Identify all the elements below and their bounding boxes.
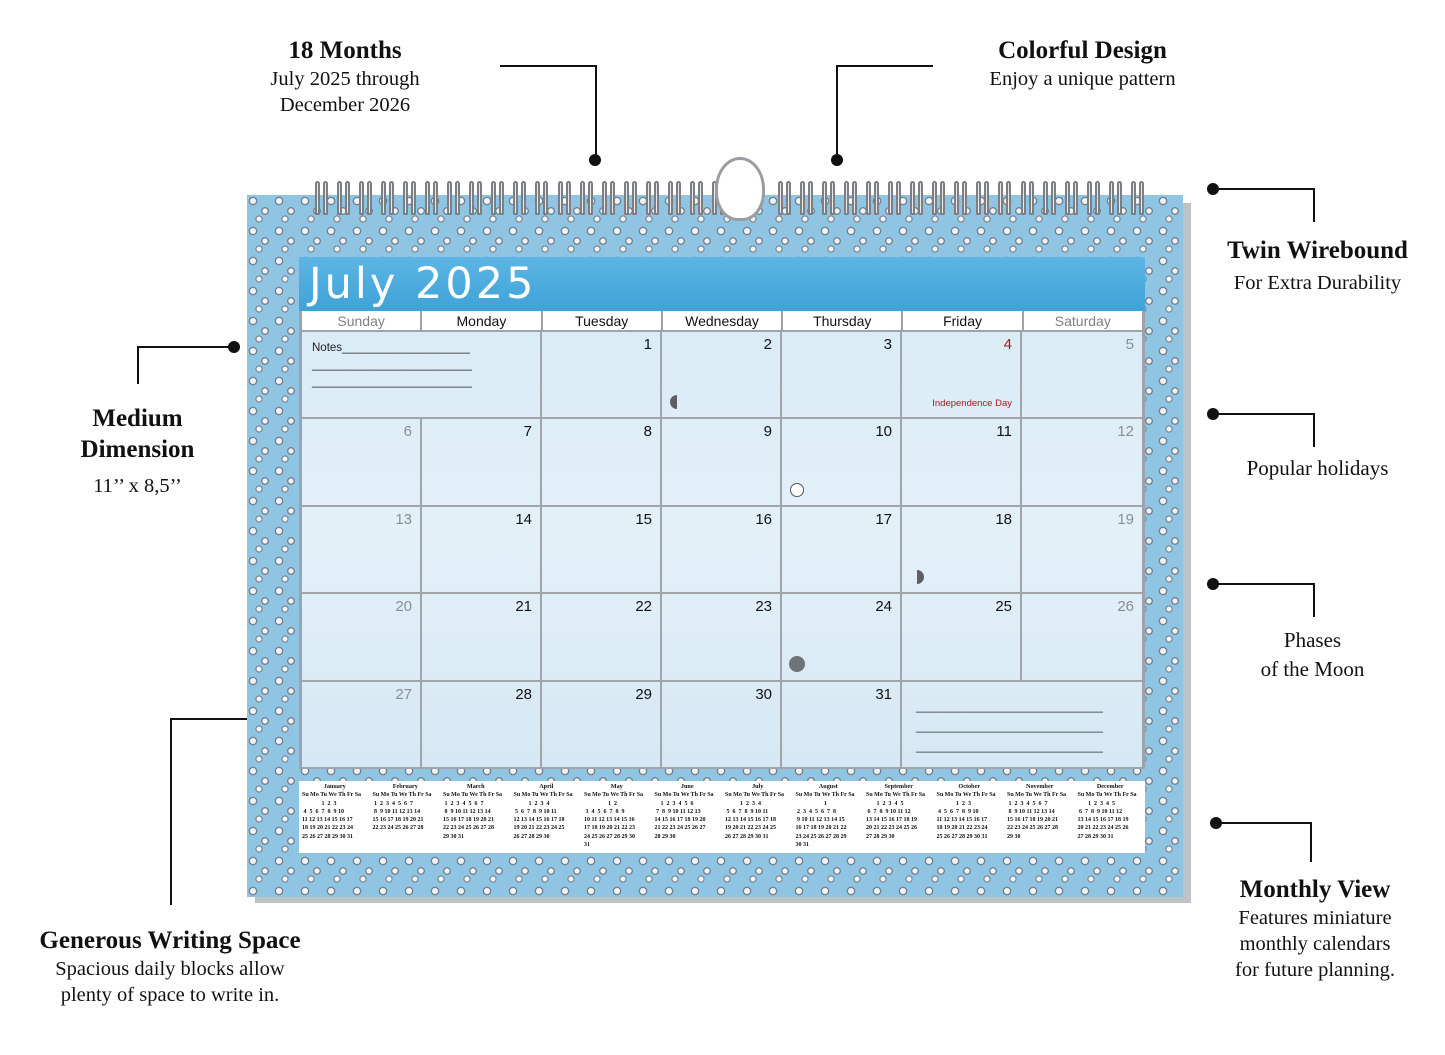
calendar-page (247, 195, 1183, 897)
mini-week-row: 19 20 21 22 23 24 25 (725, 825, 776, 832)
day-cell[interactable] (542, 507, 662, 594)
mini-month-name: July (752, 783, 764, 790)
mini-week-row: 17 18 19 20 21 22 23 (584, 825, 635, 832)
month-title: July 2025 (309, 259, 537, 309)
mini-week-row: 1 2 3 4 (725, 800, 761, 807)
leader-dot (589, 154, 601, 166)
mini-month-september (863, 781, 934, 853)
mini-month-february (370, 781, 441, 853)
mini-weekdays: Su Mo Tu We Th Fr Sa (443, 792, 503, 799)
month-header (299, 257, 1145, 311)
day-cell[interactable] (302, 594, 422, 681)
day-number: 19 (1117, 510, 1134, 528)
day-cell[interactable] (902, 419, 1022, 506)
callout-line: Popular holidays (1246, 456, 1389, 480)
wire-loop (315, 181, 329, 215)
callout-twin-wirebound (1195, 235, 1440, 296)
mini-month-july (722, 781, 793, 853)
extra-notes-lines: ____________________________ ____________________________ ____________________________ (916, 698, 1103, 753)
day-cell[interactable] (1022, 419, 1142, 506)
day-number: 1 (643, 336, 652, 353)
mini-month-name: October (958, 783, 981, 790)
day-number: 23 (755, 598, 772, 616)
wire-loop (1131, 181, 1145, 215)
mini-week-row: 8 9 10 11 12 13 14 (1007, 808, 1055, 815)
wire-loop (624, 181, 638, 215)
wire-loop (337, 181, 351, 215)
holiday-label: Independence Day (932, 398, 1012, 410)
day-cell[interactable] (542, 419, 662, 506)
wire-loop (998, 181, 1012, 215)
mini-week-row: 4 5 6 7 8 9 10 (936, 808, 979, 815)
mini-weekdays: Su Mo Tu We Th Fr Sa (513, 792, 573, 799)
wall-calendar (247, 195, 1187, 903)
mini-month-august (793, 781, 864, 853)
mini-week-row: 18 19 20 21 22 23 24 (302, 825, 353, 832)
leader-line (836, 65, 933, 162)
callout-line: for future planning. (1235, 959, 1395, 981)
mini-week-row: 1 2 3 4 5 6 7 (372, 800, 413, 807)
mini-month-april (511, 781, 582, 853)
wire-loop (359, 181, 373, 215)
mini-weekdays: Su Mo Tu We Th Fr Sa (1007, 792, 1067, 799)
mini-week-row: 10 11 12 13 14 15 16 (584, 817, 635, 824)
leader-line (1213, 413, 1315, 447)
weekday-saturday: Saturday (1054, 313, 1111, 329)
day-number: 4 (1003, 336, 1012, 353)
day-number: 15 (635, 510, 652, 528)
mini-week-row: 22 23 24 25 26 27 28 (1007, 825, 1058, 832)
callout-line: of the Moon (1260, 657, 1365, 681)
mini-week-row: 23 24 25 26 27 28 29 (795, 833, 847, 840)
mini-month-name: March (466, 783, 485, 790)
day-number: 2 (763, 336, 772, 353)
mini-month-january (299, 781, 370, 853)
mini-weekdays: Su Mo Tu We Th Fr Sa (372, 792, 432, 799)
mini-month-june (652, 781, 723, 853)
callout-line: For Extra Durability (1233, 272, 1402, 294)
mini-week-row: 22 23 24 25 26 27 28 (443, 825, 494, 832)
mini-week-row: 9 10 11 12 13 14 15 (795, 817, 845, 824)
mini-week-row: 1 2 3 (936, 800, 971, 807)
wire-loop (469, 181, 483, 215)
callout-line: Spacious daily blocks allow (55, 958, 285, 980)
day-number: 18 (995, 510, 1012, 528)
day-cell[interactable] (422, 682, 542, 769)
mini-week-row: 13 14 15 16 17 18 19 (1077, 817, 1129, 824)
day-number: 29 (635, 685, 652, 703)
day-cell[interactable] (302, 419, 422, 506)
weekday-monday: Monday (422, 311, 542, 330)
day-cell[interactable] (422, 419, 542, 506)
mini-weekdays: Su Mo Tu We Th Fr Sa (654, 792, 714, 799)
day-cell[interactable] (302, 682, 422, 769)
mini-week-row: 1 2 3 4 5 (1077, 800, 1115, 807)
mini-week-row: 26 27 28 29 30 31 (725, 833, 769, 840)
mini-week-row: 4 5 6 7 8 9 10 (302, 808, 344, 815)
moon-last-quarter-icon (910, 570, 924, 584)
wire-loop (690, 181, 704, 215)
day-cell[interactable] (902, 507, 1022, 594)
day-cell[interactable] (662, 419, 782, 506)
day-number: 25 (995, 598, 1012, 616)
wire-loop (602, 181, 616, 215)
wire-loop (646, 181, 660, 215)
day-number: 8 (643, 423, 652, 441)
callout-line: Features miniature (1238, 907, 1392, 929)
extra-notes-block[interactable] (902, 682, 1142, 769)
wire-loop (513, 181, 527, 215)
mini-week-row: 11 12 13 14 15 16 17 (936, 817, 988, 824)
wire-loop (535, 181, 549, 215)
day-number: 5 (1125, 336, 1134, 353)
mini-week-row: 27 28 29 30 31 (1077, 833, 1114, 840)
mini-week-row: 6 7 8 9 10 11 12 (1077, 808, 1123, 815)
day-cell[interactable] (422, 507, 542, 594)
mini-week-row: 30 31 (795, 842, 809, 849)
day-number: 28 (515, 685, 532, 703)
day-cell[interactable] (662, 682, 782, 769)
callout-colorful-design (950, 35, 1215, 92)
mini-week-row: 15 16 17 18 19 20 21 (443, 817, 494, 824)
callout-title: 18 Months (288, 37, 402, 64)
mini-week-row: 25 26 27 28 29 30 31 (302, 833, 353, 840)
weekday-sunday: Sunday (302, 311, 422, 330)
wire-loop (580, 181, 594, 215)
mini-week-row: 1 2 3 4 5 (866, 800, 904, 807)
mini-week-row: 3 4 5 6 7 8 9 (584, 808, 625, 815)
day-number: 6 (403, 423, 412, 441)
mini-month-november (1004, 781, 1075, 853)
moon-new-icon (789, 656, 805, 672)
wire-loop (668, 181, 682, 215)
callout-title: Dimension (80, 436, 195, 463)
day-cell[interactable] (662, 594, 782, 681)
mini-week-row: 16 17 18 19 20 21 22 (795, 825, 847, 832)
day-number: 30 (755, 685, 772, 703)
mini-weekdays: Su Mo Tu We Th Fr Sa (866, 792, 926, 799)
mini-week-row: 1 2 3 (302, 800, 337, 807)
mini-month-may (581, 781, 652, 853)
moon-full-icon (790, 483, 804, 497)
day-cell[interactable] (782, 682, 902, 769)
leader-dot (1207, 183, 1219, 195)
mini-week-row: 14 15 16 17 18 19 20 (654, 817, 706, 824)
mini-month-name: September (884, 783, 914, 790)
callout-line: Phases (1283, 628, 1342, 652)
wire-loop (403, 181, 417, 215)
day-number: 11 (996, 423, 1012, 441)
mini-week-row: 13 14 15 16 17 18 19 (866, 817, 917, 824)
mini-week-row: 1 2 (584, 800, 617, 807)
day-number: 27 (395, 685, 412, 703)
mini-week-row: 2 3 4 5 6 7 8 (795, 808, 836, 815)
mini-month-december (1075, 781, 1146, 853)
weekday-header (302, 311, 1142, 332)
day-cell[interactable] (782, 332, 902, 419)
mini-calendars (299, 781, 1145, 853)
mini-week-row: 18 19 20 21 22 23 24 (936, 825, 988, 832)
mini-week-row: 5 6 7 8 9 10 11 (513, 808, 557, 815)
mini-month-name: June (680, 783, 694, 790)
day-number: 9 (763, 423, 772, 441)
leader-dot (228, 341, 240, 353)
mini-month-name: May (610, 783, 623, 790)
mini-week-row: 5 6 7 8 9 10 11 (725, 808, 769, 815)
wire-loop (822, 181, 836, 215)
leader-dot (1207, 408, 1219, 420)
leader-dot (1207, 578, 1219, 590)
day-cell[interactable] (542, 594, 662, 681)
callout-title: Monthly View (1239, 876, 1391, 903)
day-number: 13 (395, 510, 412, 528)
mini-month-october (934, 781, 1005, 853)
wire-loop (910, 181, 924, 215)
wire-loop (1021, 181, 1035, 215)
mini-week-row: 31 (584, 842, 590, 849)
mini-month-name: December (1096, 783, 1124, 790)
moon-first-quarter-icon (670, 395, 684, 409)
wire-loop (1043, 181, 1057, 215)
leader-line (1213, 188, 1315, 222)
day-number: 24 (875, 598, 892, 616)
mini-month-name: November (1026, 783, 1054, 790)
callout-line: July 2025 through (270, 68, 420, 90)
day-number: 26 (1117, 598, 1134, 616)
day-cell[interactable] (782, 594, 902, 681)
callout-line: monthly calendars (1239, 933, 1391, 955)
day-cell[interactable] (902, 332, 1022, 419)
mini-weekdays: Su Mo Tu We Th Fr Sa (584, 792, 644, 799)
mini-week-row: 12 13 14 15 16 17 18 (725, 817, 776, 824)
mini-week-row: 15 16 17 18 19 20 21 (1007, 817, 1058, 824)
callout-monthly-view (1205, 874, 1425, 983)
wire-loop (888, 181, 902, 215)
wire-loop (976, 181, 990, 215)
day-cell[interactable] (1022, 507, 1142, 594)
day-number: 31 (875, 685, 892, 703)
day-cell[interactable] (782, 419, 902, 506)
callout-title: Medium (92, 405, 183, 432)
day-number: 22 (635, 598, 652, 616)
mini-week-row: 8 9 10 11 12 13 14 (443, 808, 491, 815)
mini-week-row: 15 16 17 18 19 20 21 (372, 817, 424, 824)
notes-block[interactable] (302, 332, 542, 419)
day-cell[interactable] (782, 507, 902, 594)
wire-loop (932, 181, 946, 215)
mini-week-row: 7 8 9 10 11 12 13 (654, 808, 701, 815)
day-number: 17 (875, 510, 892, 528)
mini-weekdays: Su Mo Tu We Th Fr Sa (936, 792, 996, 799)
wire-loop (491, 181, 505, 215)
leader-line (137, 346, 235, 384)
callout-writing-space (15, 925, 325, 1008)
callout-title: Generous Writing Space (39, 927, 301, 954)
day-cell[interactable] (422, 594, 542, 681)
day-number: 10 (875, 423, 892, 441)
mini-weekdays: Su Mo Tu We Th Fr Sa (1077, 792, 1137, 799)
wire-loop (1109, 181, 1123, 215)
leader-dot (1210, 817, 1222, 829)
day-cell[interactable] (1022, 594, 1142, 681)
day-number: 12 (1117, 423, 1134, 441)
leader-line (500, 65, 597, 162)
mini-week-row: 25 26 27 28 29 30 31 (936, 833, 988, 840)
day-cell[interactable] (302, 507, 422, 594)
leader-line (1216, 822, 1312, 862)
mini-week-row: 19 20 21 22 23 24 25 (513, 825, 565, 832)
wire-loop (954, 181, 968, 215)
day-number: 3 (883, 336, 892, 353)
day-cell[interactable] (1022, 332, 1142, 419)
wire-loop (1065, 181, 1079, 215)
callout-line: plenty of space to write in. (60, 984, 280, 1006)
mini-weekdays: Su Mo Tu We Th Fr Sa (302, 792, 362, 799)
wire-loop (800, 181, 814, 215)
day-number: 20 (395, 598, 412, 616)
mini-week-row: 1 2 3 4 (513, 800, 550, 807)
leader-dot (831, 154, 843, 166)
mini-week-row: 1 2 3 4 5 6 7 (1007, 800, 1048, 807)
mini-week-row: 28 29 30 (654, 833, 676, 840)
wire-loop (866, 181, 880, 215)
day-cell[interactable] (662, 332, 782, 419)
mini-week-row: 29 30 (1007, 833, 1021, 840)
mini-week-row: 8 9 10 11 12 13 14 (372, 808, 421, 815)
callout-line: Enjoy a unique pattern (989, 68, 1176, 90)
callout-title: Colorful Design (998, 37, 1167, 64)
day-cell[interactable] (542, 682, 662, 769)
mini-week-row: 24 25 26 27 28 29 30 (584, 833, 635, 840)
mini-month-name: January (323, 783, 346, 790)
wire-loop (447, 181, 461, 215)
mini-month-name: August (818, 783, 838, 790)
wire-loop (381, 181, 395, 215)
weekday-thursday: Thursday (783, 311, 903, 330)
mini-week-row: 22 23 24 25 26 27 28 (372, 825, 424, 832)
weekday-friday: Friday (903, 311, 1023, 330)
mini-month-name: February (392, 783, 418, 790)
day-number: 7 (523, 423, 532, 441)
mini-week-row: 20 21 22 23 24 25 26 (1077, 825, 1129, 832)
wire-loop (558, 181, 572, 215)
mini-week-row: 20 21 22 23 24 25 26 (866, 825, 917, 832)
mini-weekdays: Su Mo Tu We Th Fr Sa (725, 792, 785, 799)
day-cell[interactable] (662, 507, 782, 594)
mini-week-row: 6 7 8 9 10 11 12 (866, 808, 911, 815)
callout-medium-dimension (55, 403, 220, 499)
callout-popular-holidays (1215, 455, 1420, 481)
mini-week-row: 29 30 31 (443, 833, 464, 840)
day-cell[interactable] (902, 594, 1022, 681)
mini-week-row: 1 2 3 4 5 6 7 (443, 800, 484, 807)
hanger-hook (715, 157, 765, 221)
mini-weekdays: Su Mo Tu We Th Fr Sa (795, 792, 855, 799)
weekday-wednesday: Wednesday (663, 311, 783, 330)
notes-lines: Notes____________________ _________________________ _________________________ (312, 342, 472, 388)
mini-week-row: 1 2 3 4 5 6 (654, 800, 694, 807)
mini-week-row: 1 (795, 800, 827, 807)
wire-loop (1087, 181, 1101, 215)
mini-week-row: 12 13 14 15 16 17 18 (513, 817, 565, 824)
day-number: 21 (515, 598, 532, 616)
wire-loop (425, 181, 439, 215)
mini-month-name: April (539, 783, 554, 790)
mini-week-row: 27 28 29 30 (866, 833, 895, 840)
mini-week-row: 26 27 28 29 30 (513, 833, 550, 840)
leader-line (1213, 583, 1315, 617)
wire-loop (844, 181, 858, 215)
day-number: 14 (515, 510, 532, 528)
mini-week-row: 11 12 13 14 15 16 17 (302, 817, 353, 824)
callout-moon-phases (1220, 626, 1405, 684)
callout-18-months (230, 35, 460, 118)
wire-loop (778, 181, 792, 215)
weekday-tuesday: Tuesday (543, 311, 663, 330)
mini-week-row: 21 22 23 24 25 26 27 (654, 825, 706, 832)
month-grid (299, 311, 1145, 769)
callout-line: 11’’ x 8,5’’ (93, 475, 182, 497)
callout-line: December 2026 (279, 94, 411, 116)
day-cell[interactable] (542, 332, 662, 419)
mini-month-march (440, 781, 511, 853)
day-number: 16 (755, 510, 772, 528)
callout-title: Twin Wirebound (1227, 237, 1408, 264)
